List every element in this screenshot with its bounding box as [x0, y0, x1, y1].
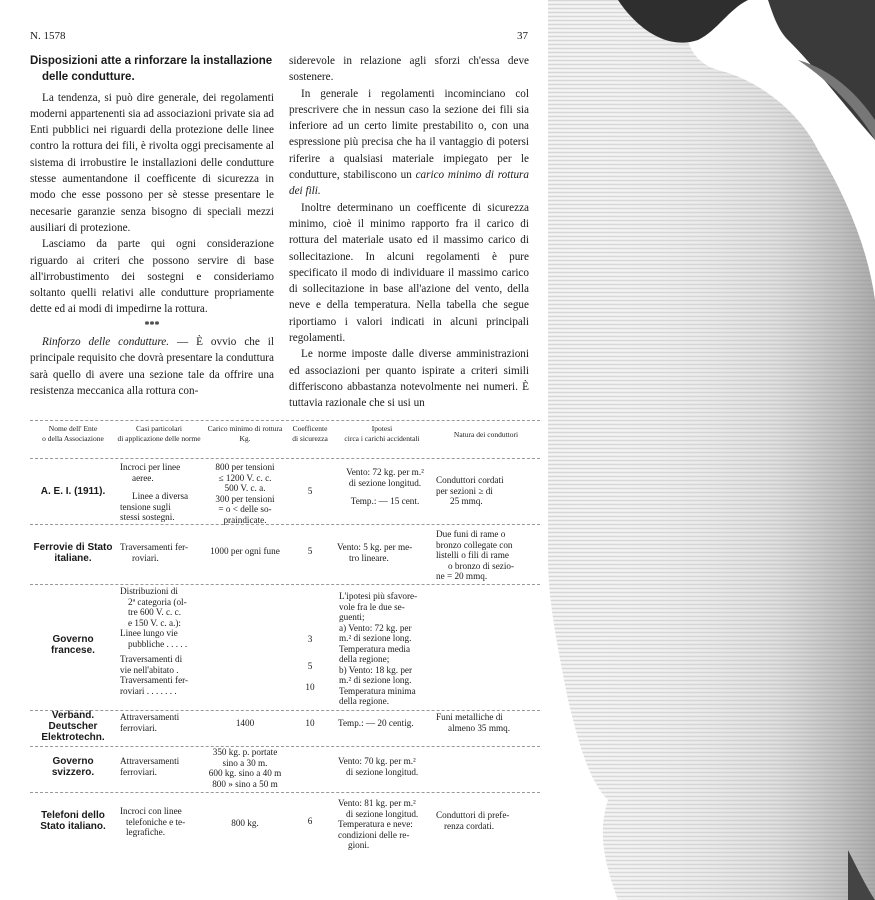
document-number: N. 1578	[30, 30, 66, 42]
paragraph: siderevole in relazione agli sforzi ch'essa deve sostenere.	[289, 55, 529, 84]
heading-line-2: delle condutture.	[42, 71, 135, 84]
row-aei-ipotesi: Vento: 72 kg. per m.² di sezione longitud. Temp.: — 15 cent.	[346, 467, 424, 506]
heading-line-1: Disposizioni atte a rinforzare la installazione	[30, 55, 273, 67]
row-ferrovie-name: Ferrovie di Stato italiane.	[33, 542, 113, 564]
row-francia-ipotesi: L'ipotesi più sfavore- vole fra le due se- guenti; a) Vento: 72 kg. per m.² di sezione long. Temperatura media della regione; b) Vento: 18 kg. per m.² di sezione long. Temperatura minima della regione.	[339, 591, 418, 706]
row-verband-ipotesi: Temp.: — 20 centig.	[338, 718, 414, 728]
subsection-title: Rinforzo delle condutture.	[42, 336, 170, 349]
paragraph	[289, 86, 529, 200]
header-carico: Carico minimo di rottura Kg.	[207, 424, 283, 443]
row-telefoni-natura: Conduttori di prefe- renza cordati.	[436, 810, 510, 831]
header-coefficente: Coefficente di sicurezza	[292, 424, 328, 443]
row-verband-coeff: 10	[305, 718, 315, 728]
left-column	[30, 53, 274, 399]
row-francia-name: Governo francese.	[51, 634, 95, 656]
row-telefoni-name: Telefoni dello Stato italiano.	[40, 810, 106, 832]
row-svizzera-casi: Attraversamenti ferroviari.	[120, 756, 180, 777]
row-ferrovie-coeff: 5	[307, 546, 313, 556]
paragraph-text: In generale i regolamenti incominciano col prescrivere che in nessun caso la sezione dei fili sia inferiore ad un certo limite prestabilito o, con una espressione più precisa che ha il vantaggio di potersi riferire a qualsiasi materiale impiegato per le condutture, stabiliscono un	[289, 87, 529, 182]
row-telefoni-carico: 800 kg.	[231, 818, 259, 828]
row-rule	[30, 584, 540, 585]
row-verband-carico: 1400	[235, 718, 255, 728]
row-verband-name: Verband. Deutscher Elektrotechn.	[41, 710, 105, 743]
row-telefoni-ipotesi: Vento: 81 kg. per m.² di sezione longitud. Temperatura e neve: condizioni delle re- gioni.	[338, 798, 419, 850]
header-ente: Nome dell' Ente o della Associazione	[42, 424, 104, 443]
row-aei-natura: Conduttori cordati per sezioni ≥ di 25 mmq.	[436, 475, 504, 506]
row-telefoni-casi: Incroci con linee telefoniche e te- legrafiche.	[120, 806, 186, 837]
paragraph: Le norme imposte dalle diverse amministrazioni ed associazioni per quanto ispirate a criteri simili differiscono abbastanza notevolmente nei numeri. È tuttavia razionale che si usi un	[289, 348, 529, 410]
row-svizzera-ipotesi: Vento: 70 kg. per m.² di sezione longitud.	[338, 756, 419, 777]
scan-artifact-background	[548, 0, 875, 900]
paragraph: Inoltre determinano un coefficente di sicurezza minimo, cioè il minimo rapporto fra il carico di rottura del materiale usato ed il massimo carico di sollecitazione. In alcuni regolamenti è pure specificato il modo di individuare il massimo carico di sollecitazione in base all'azione del vento, della neve e della temperatura. Nella tabella che segue riportiamo i valori indicati in alcuni principali regolamenti.	[289, 201, 529, 345]
row-rule	[30, 524, 540, 525]
row-francia-casi: Distribuzioni di 2ª categoria (ol- tre 600 V. c. c. e 150 V. c. a.): Linee lungo vie pubbliche . . . . . Traversamenti di vie nell'abitato . Traversamenti fer- roviari . . . . . . .	[120, 586, 189, 696]
row-aei-name: A. E. I. (1911).	[40, 486, 106, 497]
row-svizzera-name: Governo svizzero.	[51, 756, 95, 778]
header-rule	[30, 458, 540, 459]
row-telefoni-coeff: 6	[307, 816, 313, 826]
row-francia-coeff-2: 5	[307, 661, 313, 671]
paragraph: La tendenza, si può dire generale, dei regolamenti moderni appartenenti sia ad associazioni private sia ad Enti pubblici nei riguardi della protezione delle linee contro la rottura dei fili, è rivolta oggi precisamente al sistema di irrobustire le installazioni delle condutture stesse aumentandone il coefficente di sicurezza in modo che esse possono per sè stesse presentare le necesarie garanzie senza bisogno di speciali mezzi ausiliari di protezione.	[30, 91, 274, 234]
header-casi: Casi particolari di applicazione delle norme	[117, 424, 201, 443]
paragraph	[30, 334, 274, 399]
row-verband-natura: Funi metalliche di almeno 35 mmq.	[436, 712, 511, 733]
emphasis: carico minimo di rottura dei fili.	[289, 169, 529, 198]
row-ferrovie-casi: Traversamenti fer- roviari.	[120, 542, 189, 563]
row-ferrovie-ipotesi: Vento: 5 kg. per me- tro lineare.	[337, 542, 413, 563]
table-top-rule	[30, 420, 540, 421]
row-aei-casi: Incroci per linee aeree. Linee a diversa tensione sugli stessi sostegni.	[120, 462, 189, 522]
row-ferrovie-carico: 1000 per ogni fune	[210, 546, 280, 556]
paragraph-text: — È ovvio che il principale requisito che dovrà presentare la conduttura sarà quello di avere una sezione tale da offrire una resistenza meccanica alla rottura con-	[30, 336, 274, 397]
right-column	[289, 53, 529, 412]
header-ipotesi: Ipotesi circa i carichi accidentali	[344, 424, 420, 443]
section-separator: ***	[144, 319, 160, 331]
row-ferrovie-natura: Due funi di rame o bronzo collegate con listelli o fili di rame o bronzo di sezio- ne = 20 mmq.	[436, 529, 515, 581]
row-verband-casi: Attraversamenti ferroviari.	[120, 712, 180, 733]
paragraph: Lasciamo da parte qui ogni considerazione riguardo ai criteri che possono servire di base all'irrobustimento dei sostegni e consideriamo soltanto quelli relativi alle condutture propriamente dette ed ai modi di impedirne la rottura.	[30, 238, 274, 316]
table-header	[30, 424, 540, 460]
row-francia-coeff-3: 10	[305, 682, 315, 692]
row-aei-carico: 800 per tensioni ≤ 1200 V. c. c. 500 V. c. a. 300 per tensioni = o < delle so- praindicate.	[215, 462, 275, 525]
row-francia-coeff-1: 3	[307, 634, 313, 644]
row-svizzera-carico: 350 kg. p. portate sino a 30 m. 600 kg. sino a 40 m 800 » sino a 50 m	[208, 747, 282, 789]
section-heading	[30, 53, 274, 86]
row-aei-coeff: 5	[307, 486, 313, 496]
page-number: 37	[517, 30, 528, 42]
header-natura: Natura dei conduttori	[453, 430, 519, 439]
row-rule	[30, 792, 540, 793]
